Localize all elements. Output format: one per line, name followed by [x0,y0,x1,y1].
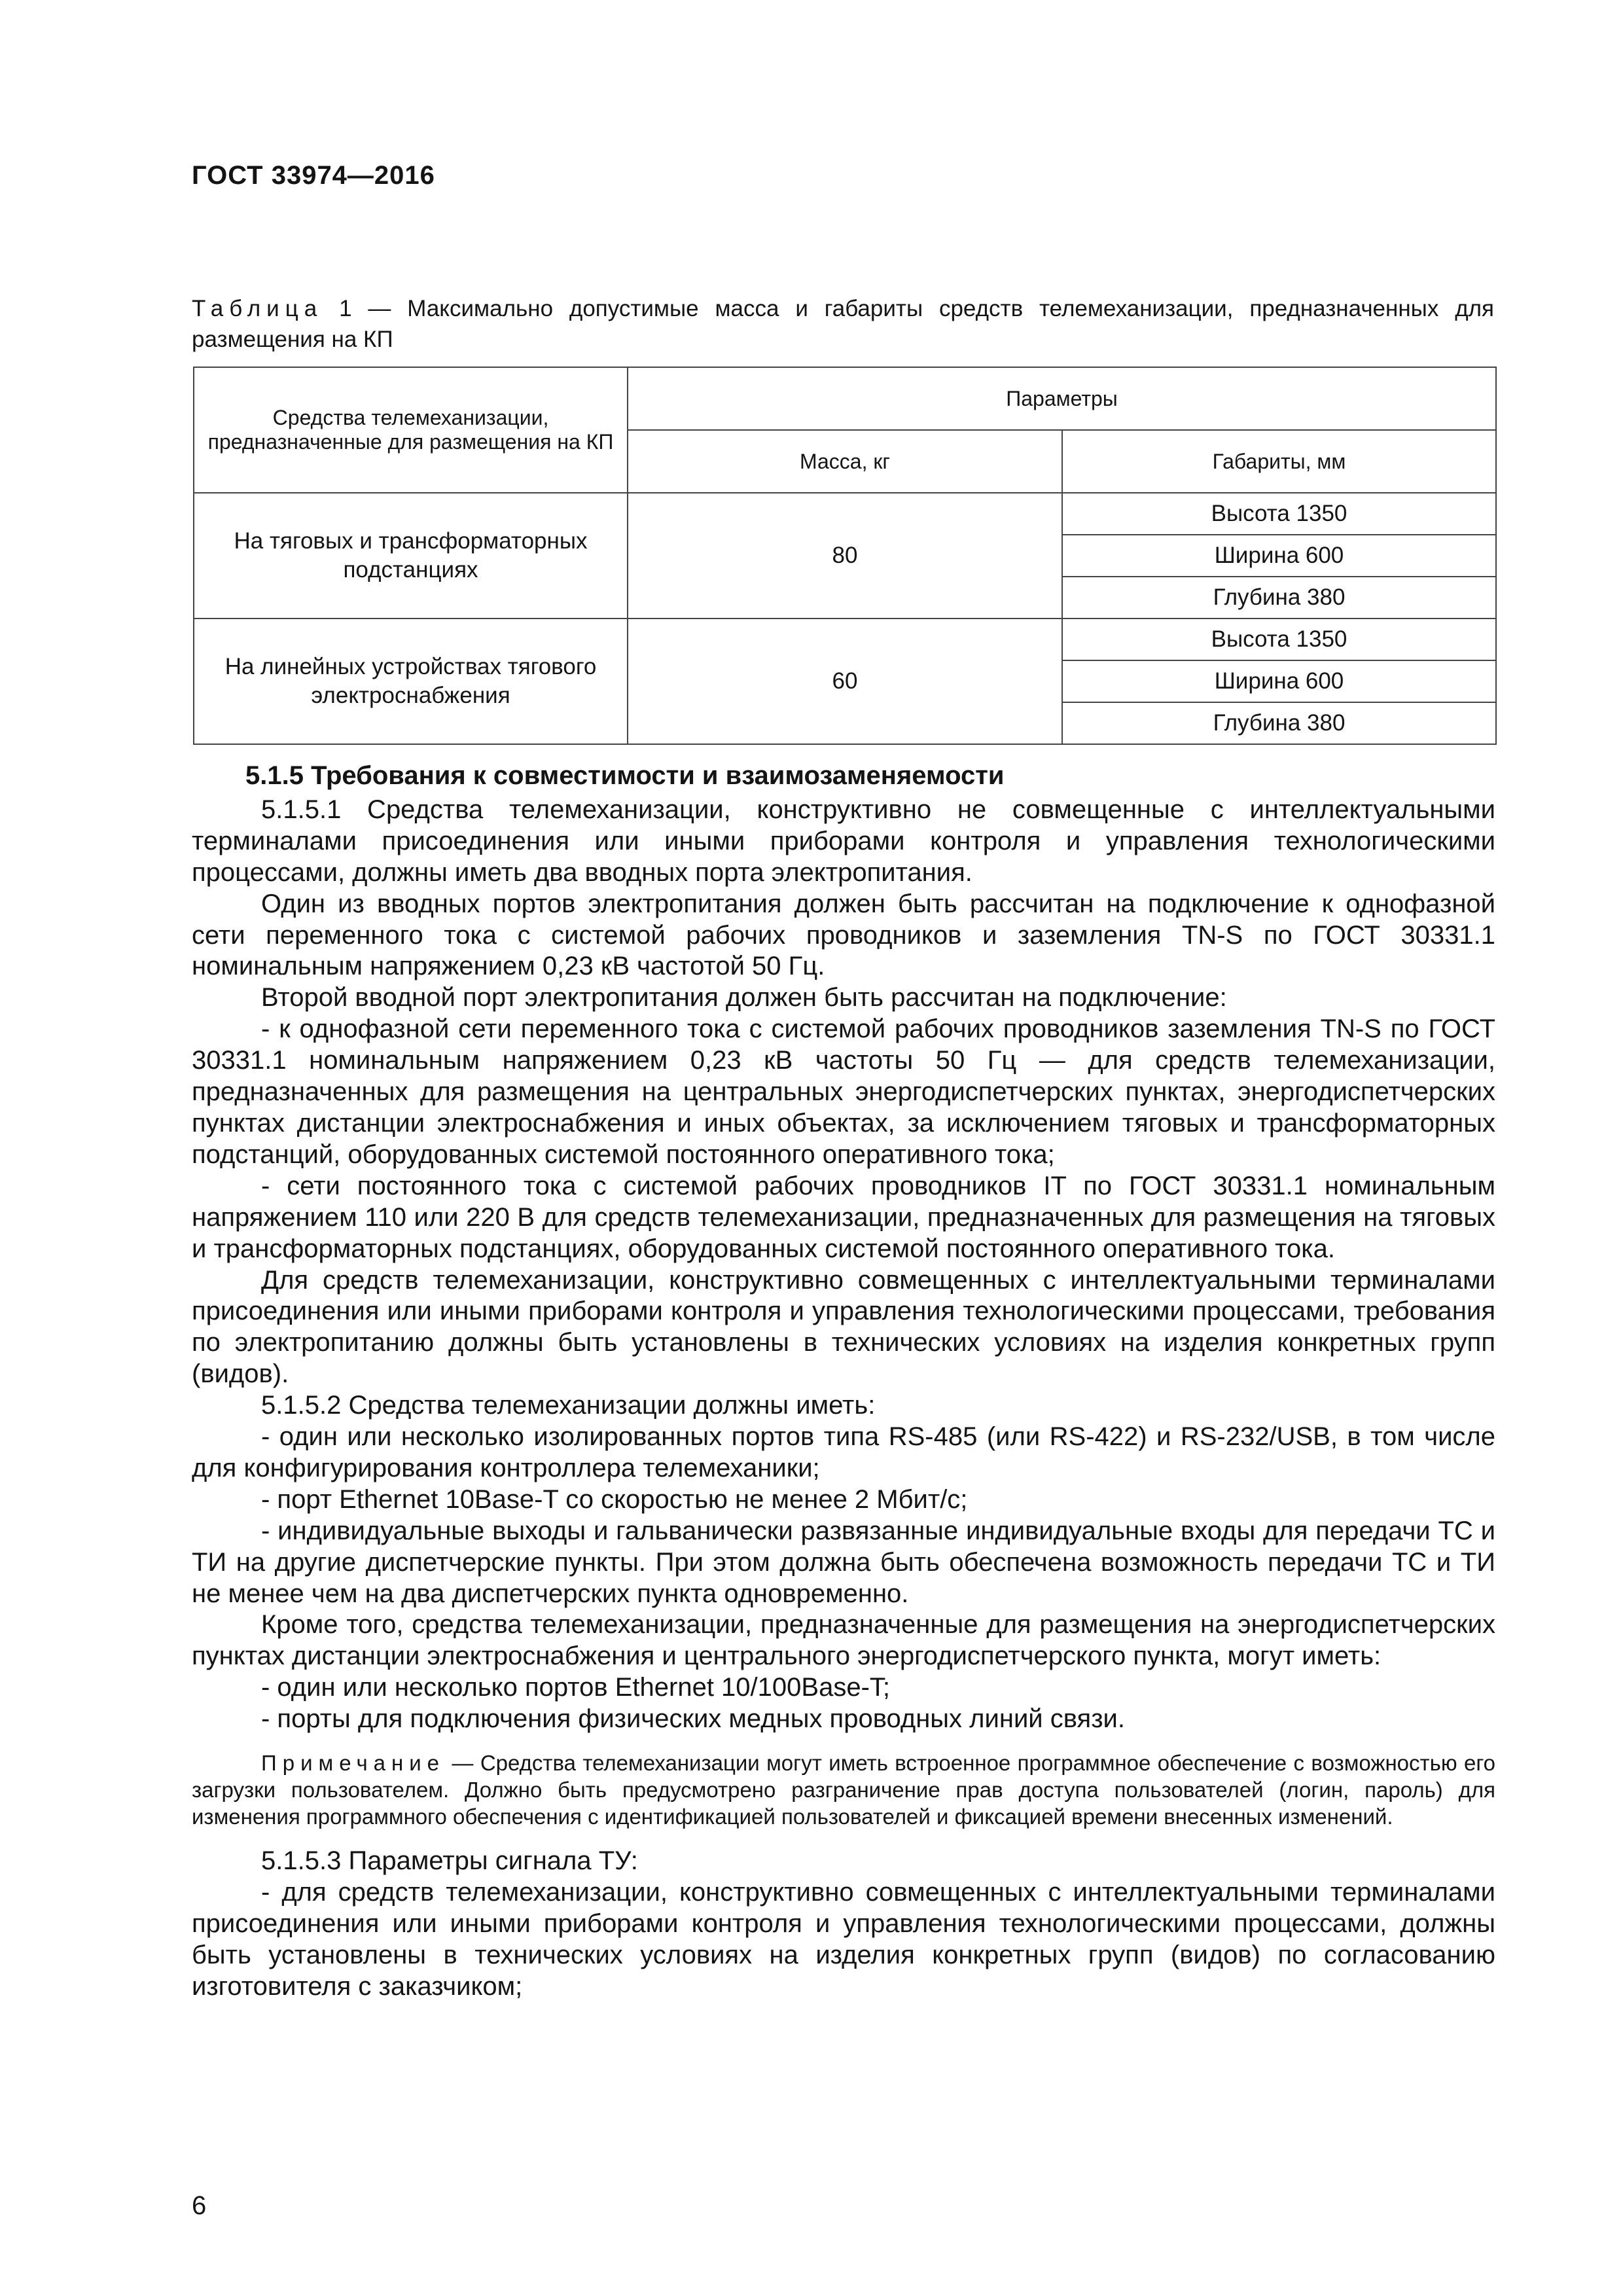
table-row [194,619,1496,660]
row-dim-cell: Ширина 600 [1062,660,1496,702]
row-dim-cell: Ширина 600 [1062,535,1496,577]
paragraph: 5.1.5.3 Параметры сигнала ТУ: [261,1846,638,1876]
page-number: 6 [192,2191,207,2220]
header-cell-dims: Габариты, мм [1062,430,1496,493]
paragraph: 5.1.5.2 Средства телемеханизации должны иметь: [261,1391,876,1420]
document-header: ГОСТ 33974—2016 [192,161,435,190]
paragraph: 5.1.5.1 Средства телемеханизации, конструктивно не совмещенные с интеллектуальными терминалами присоединения или иными приборами контроля и управления технологическими процессами, должны иметь два вводных порта электропитания. [192,795,1495,887]
row-item-cell: На линейных устройствах тягового электроснабжения [194,619,628,744]
paragraph: Для средств телемеханизации, конструктивно совмещенных с интеллектуальными терминалами присоединения или иными приборами контроля и управления технологическими процессами, требования по электропитанию должны быть установлены в технических условиях на изделия конкретных групп (видов). [192,1265,1495,1389]
section-body [192,761,1495,2003]
header-cell-mass: Масса, кг [628,430,1062,493]
paragraph: Кроме того, средства телемеханизации, предназначенные для размещения на энергодиспетчерских пунктах дистанции электроснабжения и центрального энергодиспетчерского пункта, могут иметь: [192,1610,1495,1671]
paragraph: - индивидуальные выходы и гальванически развязанные индивидуальные входы для передачи ТС и ТИ на другие диспетчерские пункты. При этом должна быть обеспечена возможность передачи ТС и ТИ не менее чем на два диспетчерских пункта одновременно. [192,1516,1495,1608]
table-caption-label: Таблица [192,296,323,321]
table-caption [192,293,1494,355]
paragraph: - для средств телемеханизации, конструктивно совмещенных с интеллектуальными терминалами присоединения или иными приборами контроля и управления технологическими процессами, должны быть установлены в технических условиях на изделия конкретных групп (видов) по согласованию изготовителя с заказчиком; [192,1878,1495,2001]
table-header-row [194,367,1496,430]
note [192,1749,1495,1830]
note-label: Примечание [261,1751,446,1776]
paragraph: Один из вводных портов электропитания должен быть рассчитан на подключение к однофазной сети переменного тока с системой рабочих проводников и заземления TN-S по ГОСТ 30331.1 номинальным напряжением 0,23 кВ частотой 50 Гц. [192,889,1495,981]
row-dim-cell: Глубина 380 [1062,577,1496,619]
paragraph: - порты для подключения физических медных проводных линий связи. [261,1704,1125,1734]
table-row [194,493,1496,535]
row-mass-cell: 80 [628,493,1062,619]
section-heading: 5.1.5 Требования к совместимости и взаимозаменяемости [245,761,1005,790]
row-mass-cell: 60 [628,619,1062,744]
header-cell-params: Параметры [628,367,1496,430]
row-dim-cell: Высота 1350 [1062,619,1496,660]
paragraph: - сети постоянного тока с системой рабочих проводников IT по ГОСТ 30331.1 номинальным напряжением 110 или 220 В для средств телемеханизации, предназначенных для размещения на тяговых и трансформаторных подстанциях, оборудованных системой постоянного оперативного тока. [192,1171,1495,1263]
paragraph: Второй вводной порт электропитания должен быть рассчитан на подключение: [261,983,1227,1013]
note-text: — Средства телемеханизации могут иметь встроенное программное обеспечение с возможностью его загрузки пользователем. Должно быть предусмотрено разграничение прав доступа пользователей (логин, пароль) для изменения программного обеспечения с идентификацией пользователей и фиксацией времени внесенных изменений. [192,1751,1495,1829]
row-dim-cell: Высота 1350 [1062,493,1496,535]
paragraph: - один или несколько изолированных портов типа RS-485 (или RS-422) и RS-232/USB, в том числе для конфигурирования контроллера телемеханики; [192,1422,1495,1482]
mass-dimensions-table [193,367,1497,745]
header-cell-item: Средства телемеханизации, предназначенные для размещения на КП [194,367,628,493]
row-dim-cell: Глубина 380 [1062,702,1496,744]
paragraph: - один или несколько портов Ethernet 10/100Base-T; [261,1673,890,1702]
paragraph: - к однофазной сети переменного тока с системой рабочих проводников заземления TN-S по ГОСТ 30331.1 номинальным напряжением 0,23 кВ частоты 50 Гц — для средств телемеханизации, предназначенных для размещения на центральных энергодиспетчерских пунктах, энергодиспетчерских пунктах дистанции электроснабжения и иных объектах, за исключением тяговых и трансформаторных подстанций, оборудованных системой постоянного оперативного тока; [192,1014,1495,1169]
table-caption-text: 1 — Максимально допустимые масса и габариты средств телемеханизации, предназначенных для размещения на КП [192,296,1494,352]
row-item-cell: На тяговых и трансформаторных подстанциях [194,493,628,619]
paragraph: - порт Ethernet 10Base-T со скоростью не менее 2 Мбит/с; [261,1484,968,1514]
